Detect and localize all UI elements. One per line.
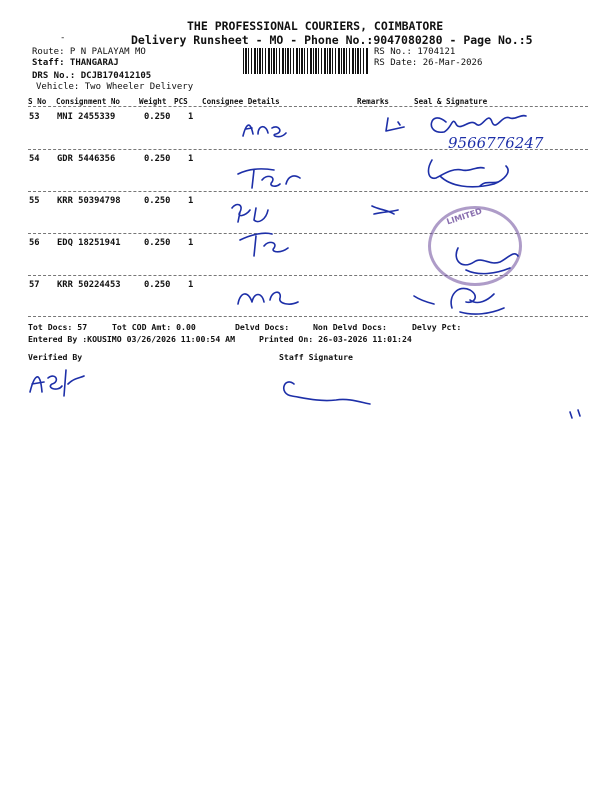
row-sno: 57: [29, 280, 40, 290]
row-consignment: EDQ 18251941: [57, 238, 121, 248]
row-consignment: KRR 50224453: [57, 280, 121, 290]
row-pcs: 1: [188, 112, 194, 122]
row-pcs: 1: [188, 280, 194, 290]
row-sno: 54: [29, 154, 40, 164]
verified-by-label: Verified By: [28, 352, 83, 362]
row-weight: 0.250: [144, 112, 171, 122]
runsheet-title: Delivery Runsheet - MO - Phone No.:9047080280 - Page No.:5: [131, 33, 533, 47]
handwritten-phone: 9566776247: [448, 134, 544, 152]
row-pcs: 1: [188, 154, 194, 164]
non-delivered-docs: Non Delvd Docs:: [313, 322, 387, 332]
col-remarks: Remarks: [357, 97, 390, 106]
col-pcs: PCS: [174, 97, 188, 106]
company-title: THE PROFESSIONAL COURIERS, COIMBATORE: [187, 19, 444, 33]
col-consignment: Consignment No: [56, 97, 121, 106]
row-sno: 53: [29, 112, 40, 122]
row-sno: 56: [29, 238, 40, 248]
dash-mark: -: [60, 33, 66, 43]
total-docs: Tot Docs: 57: [28, 322, 88, 332]
col-sno: S No: [28, 97, 47, 106]
delivered-docs: Delvd Docs:: [235, 322, 290, 332]
row-weight: 0.250: [144, 196, 171, 206]
row-consignment: GDR 5446356: [57, 154, 116, 164]
row-pcs: 1: [188, 196, 194, 206]
route-label: Route: P N PALAYAM MO: [32, 47, 146, 57]
row-weight: 0.250: [144, 280, 171, 290]
entered-by: Entered By :KOUSIMO 03/26/2026 11:00:54 AM: [28, 334, 236, 344]
printed-on: Printed On: 26-03-2026 11:01:24: [259, 334, 412, 344]
total-cod-amount: Tot COD Amt: 0.00: [112, 322, 196, 332]
row-consignment: KRR 50394798: [57, 196, 121, 206]
staff-label: Staff: THANGARAJ: [32, 58, 119, 68]
col-weight: Weight: [139, 97, 167, 106]
row-weight: 0.250: [144, 238, 171, 248]
col-consignee: Consignee Details: [202, 97, 280, 106]
vehicle-label: Vehicle: Two Wheeler Delivery: [36, 82, 194, 92]
row-pcs: 1: [188, 238, 194, 248]
drs-number: DRS No.: DCJB170412105: [32, 71, 152, 81]
rs-date: RS Date: 26-Mar-2026: [374, 58, 483, 68]
row-sno: 55: [29, 196, 40, 206]
col-seal-signature: Seal & Signature: [414, 97, 488, 106]
staff-signature-label: Staff Signature: [279, 352, 353, 362]
delivery-percent: Delvy Pct:: [412, 322, 462, 332]
row-weight: 0.250: [144, 154, 171, 164]
row-consignment: MNI 2455339: [57, 112, 116, 122]
stamp-text: LIMITED: [445, 206, 484, 227]
rs-number: RS No.: 1704121: [374, 47, 456, 57]
